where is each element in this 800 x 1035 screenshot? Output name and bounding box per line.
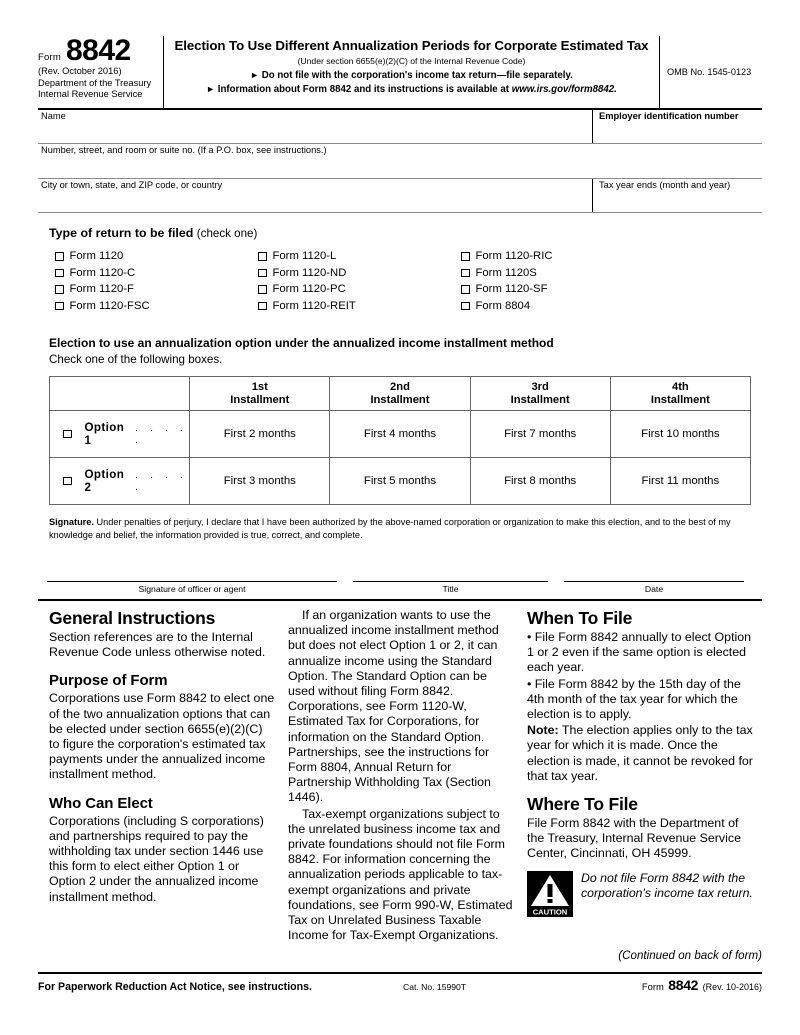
checkbox-label: Form 1120-FSC — [69, 299, 150, 312]
option-2-installment-3: First 8 months — [470, 458, 610, 505]
tax-exempt-orgs-text: Tax-exempt organizations subject to the unrelated business income tax and private foundations should not file Form 8842. For information concerning the annualization periods applicable to tax-exempt organizations and private foundations, see Form 990-W, Estimated Tax on Unrelated Business Taxable Income for Tax-Exempt Organizations. — [288, 806, 513, 943]
department-label: Department of the Treasury — [38, 77, 152, 88]
when-to-file-note — [527, 723, 753, 784]
city-label: City or town, state, and ZIP code, or country — [41, 180, 223, 190]
col-header-line-1: 3rd — [531, 380, 549, 393]
checkbox-row[interactable] — [55, 265, 258, 282]
col-header-line-2: Installment — [370, 393, 430, 406]
checkbox-row[interactable] — [55, 298, 258, 315]
checkbox-row[interactable] — [461, 265, 664, 282]
standard-option-text: If an organization wants to use the annualized income installment method but does not elect Option 1 or 2, it can annualize income using the Standard Option. The Standard Option can be used without filing Form 8842. Corporations, see Form 1120-W, Estimated Tax for Corporations, for information on the Standard Option. Partnerships, see the instructions for Form 8804, Annual Return for Partnership Withholding Tax (Section 1446). — [288, 608, 499, 805]
tax-year-label: Tax year ends (month and year) — [599, 180, 731, 190]
table-row — [50, 458, 751, 505]
instructions-column-right — [527, 608, 753, 943]
caution-text: Do not file Form 8842 with the corporation's income tax return. — [581, 870, 753, 900]
col-header-line-1: 1st — [251, 380, 268, 393]
checkbox-label: Form 1120-L — [272, 250, 337, 263]
where-to-file-heading: Where To File — [527, 794, 638, 815]
election-heading: Election to use an annualization option under the annualized income installment method — [49, 336, 554, 350]
name-field[interactable] — [38, 110, 592, 143]
ein-field[interactable] — [592, 110, 762, 143]
signature-bold-lead: Signature. — [49, 517, 94, 527]
checkbox-row[interactable] — [258, 265, 461, 282]
col-header-line-2: Installment — [650, 393, 710, 406]
option-2-installment-1: First 3 months — [190, 458, 330, 505]
option-1-selector-cell[interactable] — [50, 411, 190, 458]
purpose-of-form-heading: Purpose of Form — [49, 672, 168, 690]
checkbox-row[interactable] — [258, 281, 461, 298]
instructions-divider — [38, 599, 762, 601]
caution-icon-word: CAUTION — [532, 907, 568, 917]
catalog-number: Cat. No. 15990T — [403, 982, 467, 992]
checkbox-label: Form 1120-SF — [475, 283, 548, 296]
signature-statement-text: Under penalties of perjury, I declare that I have been authorized by the above-named corporation or organization to make this election, and to the best of my knowledge and belief, the information provided is true, correct, and complete. — [49, 517, 731, 540]
header-notice-2 — [170, 83, 653, 96]
col-header-line-1: 4th — [671, 380, 689, 393]
note-bold-lead: Note: — [527, 723, 559, 738]
checkbox-icon[interactable] — [461, 269, 470, 278]
caution-icon — [527, 871, 573, 917]
option-col-header-3 — [470, 377, 610, 411]
footer-form-number: 8842 — [668, 977, 699, 993]
header-notice-1-text: Do not file with the corporation's income tax return—file separately. — [261, 70, 573, 81]
form-subtitle: (Under section 6655(e)(2)(C) of the Internal Revenue Code) — [297, 56, 526, 66]
signature-title-slot[interactable] — [353, 581, 548, 595]
option-table-head — [50, 377, 751, 411]
checkbox-icon[interactable] — [55, 285, 64, 294]
who-can-elect-heading: Who Can Elect — [49, 794, 153, 812]
checkbox-icon[interactable] — [258, 285, 267, 294]
footer-form-identity — [593, 977, 762, 995]
checkbox-row[interactable] — [461, 298, 664, 315]
footer-form-word: Form — [641, 981, 664, 992]
city-taxyear-row — [38, 179, 762, 213]
header-identity-block — [38, 36, 164, 108]
checkbox-icon[interactable] — [55, 269, 64, 278]
option-col-header-1 — [190, 377, 330, 411]
checkbox-label: Form 1120-C — [69, 266, 136, 279]
signature-officer-slot[interactable] — [47, 581, 337, 595]
purpose-of-form-text: Corporations use Form 8842 to elect one of the two annualization options that can be elected under section 6655(e)(2)(C) to figure the corporation's estimated tax payments under the annualized income installment method. — [49, 691, 275, 782]
omb-number: OMB No. 1545-0123 — [667, 67, 752, 77]
option-2-installment-2: First 5 months — [330, 458, 470, 505]
option-table-header-row — [50, 377, 751, 411]
return-type-checkbox-grid — [38, 248, 762, 314]
who-can-elect-text: Corporations (including S corporations) and partnerships required to pay the withholding tax under section 1446 use this form to elect either Option 1 or Option 2 under the annualized income installment method. — [49, 813, 264, 904]
checkbox-label: Form 1120-REIT — [272, 299, 356, 312]
option-1-installment-2: First 4 months — [330, 411, 470, 458]
checkbox-label: Form 1120-F — [69, 283, 134, 296]
return-type-column-1 — [55, 248, 258, 314]
table-row — [50, 411, 751, 458]
city-field[interactable] — [38, 179, 592, 212]
form-footer — [38, 972, 762, 995]
signature-lines — [38, 581, 762, 595]
checkbox-icon[interactable] — [461, 252, 470, 261]
form-number-row — [38, 34, 159, 67]
checkbox-icon[interactable] — [258, 302, 267, 311]
omb-block — [660, 36, 762, 108]
checkbox-icon[interactable] — [258, 252, 267, 261]
col-header-line-1: 2nd — [390, 380, 410, 393]
return-type-column-2 — [258, 248, 461, 314]
header-title-block — [164, 36, 660, 108]
checkbox-icon[interactable] — [55, 252, 64, 261]
return-type-section — [38, 226, 762, 314]
street-row — [38, 144, 762, 179]
note-text: The election applies only to the tax year for which it is made. Once the election is made, it cannot be revoked for that tax year. — [527, 723, 753, 783]
checkbox-label: Form 1120-PC — [272, 283, 346, 296]
right-arrow-icon: ► — [206, 84, 216, 94]
instructions-column-middle — [288, 608, 514, 943]
caution-callout — [527, 871, 753, 917]
checkbox-label: Form 1120-RIC — [475, 250, 553, 263]
option-col-header-2 — [330, 377, 470, 411]
checkbox-icon[interactable] — [461, 302, 470, 311]
when-to-file-heading: When To File — [527, 608, 633, 628]
section-references-text: Section references are to the Internal Revenue Code unless otherwise noted. — [49, 630, 266, 660]
form-header — [38, 36, 762, 110]
election-section — [38, 336, 762, 505]
checkbox-label: Form 1120 — [69, 250, 124, 263]
when-to-file-bullet-2: • File Form 8842 by the 15th day of the 4th month of the tax year for which the election is to apply. — [527, 676, 741, 722]
checkbox-icon[interactable] — [258, 269, 267, 278]
dot-leaders: . . . . . — [135, 469, 188, 493]
option-2-selector-cell[interactable] — [50, 458, 190, 505]
option-1-installment-1: First 2 months — [190, 411, 330, 458]
caution-icon-graphic — [527, 871, 573, 917]
dot-leaders: . . . . . — [135, 422, 188, 446]
form-number: 8842 — [65, 34, 131, 67]
checkbox-row[interactable] — [55, 248, 258, 265]
instructions-area — [38, 608, 762, 943]
tax-year-field[interactable] — [592, 179, 762, 212]
header-notice-1 — [170, 69, 653, 82]
annualization-option-table — [49, 376, 751, 505]
option-table-body — [50, 411, 751, 505]
right-arrow-icon: ► — [250, 70, 260, 80]
checkbox-row[interactable] — [258, 298, 461, 315]
form-body — [38, 34, 762, 993]
checkbox-row[interactable] — [55, 281, 258, 298]
col-header-line-2: Installment — [510, 393, 570, 406]
name-ein-row — [38, 110, 762, 144]
return-type-column-3 — [461, 248, 664, 314]
option-col-header-blank — [50, 377, 190, 411]
option-2-label: Option 2 — [84, 468, 125, 494]
checkbox-icon[interactable] — [55, 302, 64, 311]
irs-website-url: www.irs.gov/form8842. — [511, 84, 617, 95]
where-to-file-text: File Form 8842 with the Department of the Treasury, Internal Revenue Service Center, Cincinnati, OH 45999. — [527, 816, 741, 861]
col-header-line-2: Installment — [230, 393, 290, 406]
checkbox-label: Form 1120S — [475, 266, 537, 279]
general-instructions-heading: General Instructions — [49, 608, 216, 628]
continued-on-back-note: (Continued on back of form) — [618, 949, 762, 962]
form-title: Election To Use Different Annualization Periods for Corporate Estimated Tax — [174, 38, 649, 53]
street-field[interactable] — [38, 144, 762, 178]
footer-form-revision: (Rev. 10-2016) — [702, 982, 762, 992]
checkbox-label: Form 8804 — [475, 299, 531, 312]
signature-officer-caption: Signature of officer or agent — [138, 584, 246, 594]
checkbox-row[interactable] — [461, 281, 664, 298]
option-1-label: Option 1 — [84, 421, 125, 447]
form-word-label: Form — [38, 52, 61, 63]
agency-label: Internal Revenue Service — [38, 88, 143, 99]
form-revision-date: (Rev. October 2016) — [38, 66, 122, 76]
checkbox-label: Form 1120-ND — [272, 266, 347, 279]
option-2-installment-4: First 11 months — [610, 458, 750, 505]
signature-date-slot[interactable] — [564, 581, 744, 595]
return-type-heading-regular: (check one) — [196, 227, 258, 240]
option-col-header-4 — [610, 377, 750, 411]
street-label: Number, street, and room or suite no. (If a P.O. box, see instructions.) — [41, 145, 327, 155]
ein-label: Employer identification number — [599, 111, 739, 121]
option-1-installment-4: First 10 months — [610, 411, 750, 458]
paperwork-notice: For Paperwork Reduction Act Notice, see instructions. — [38, 981, 312, 993]
signature-title-caption: Title — [442, 584, 459, 594]
checkbox-icon[interactable] — [63, 477, 72, 486]
option-2-inner — [63, 468, 189, 494]
election-subheading: Check one of the following boxes. — [49, 353, 223, 366]
checkbox-icon[interactable] — [461, 285, 470, 294]
instructions-column-left — [49, 608, 275, 943]
checkbox-row[interactable] — [461, 248, 664, 265]
name-label: Name — [41, 111, 66, 121]
return-type-heading — [38, 226, 762, 241]
checkbox-icon[interactable] — [63, 430, 72, 439]
when-to-file-bullet-1: • File Form 8842 annually to elect Option 1 or 2 even if the same option is elected each year. — [527, 630, 752, 675]
signature-perjury-statement — [38, 516, 763, 541]
option-1-inner — [63, 421, 189, 447]
header-notice-2-text: Information about Form 8842 and its instructions is available at — [217, 84, 512, 95]
return-type-heading-bold: Type of return to be filed — [49, 226, 194, 240]
option-1-installment-3: First 7 months — [470, 411, 610, 458]
checkbox-row[interactable] — [258, 248, 461, 265]
signature-date-caption: Date — [644, 584, 664, 594]
